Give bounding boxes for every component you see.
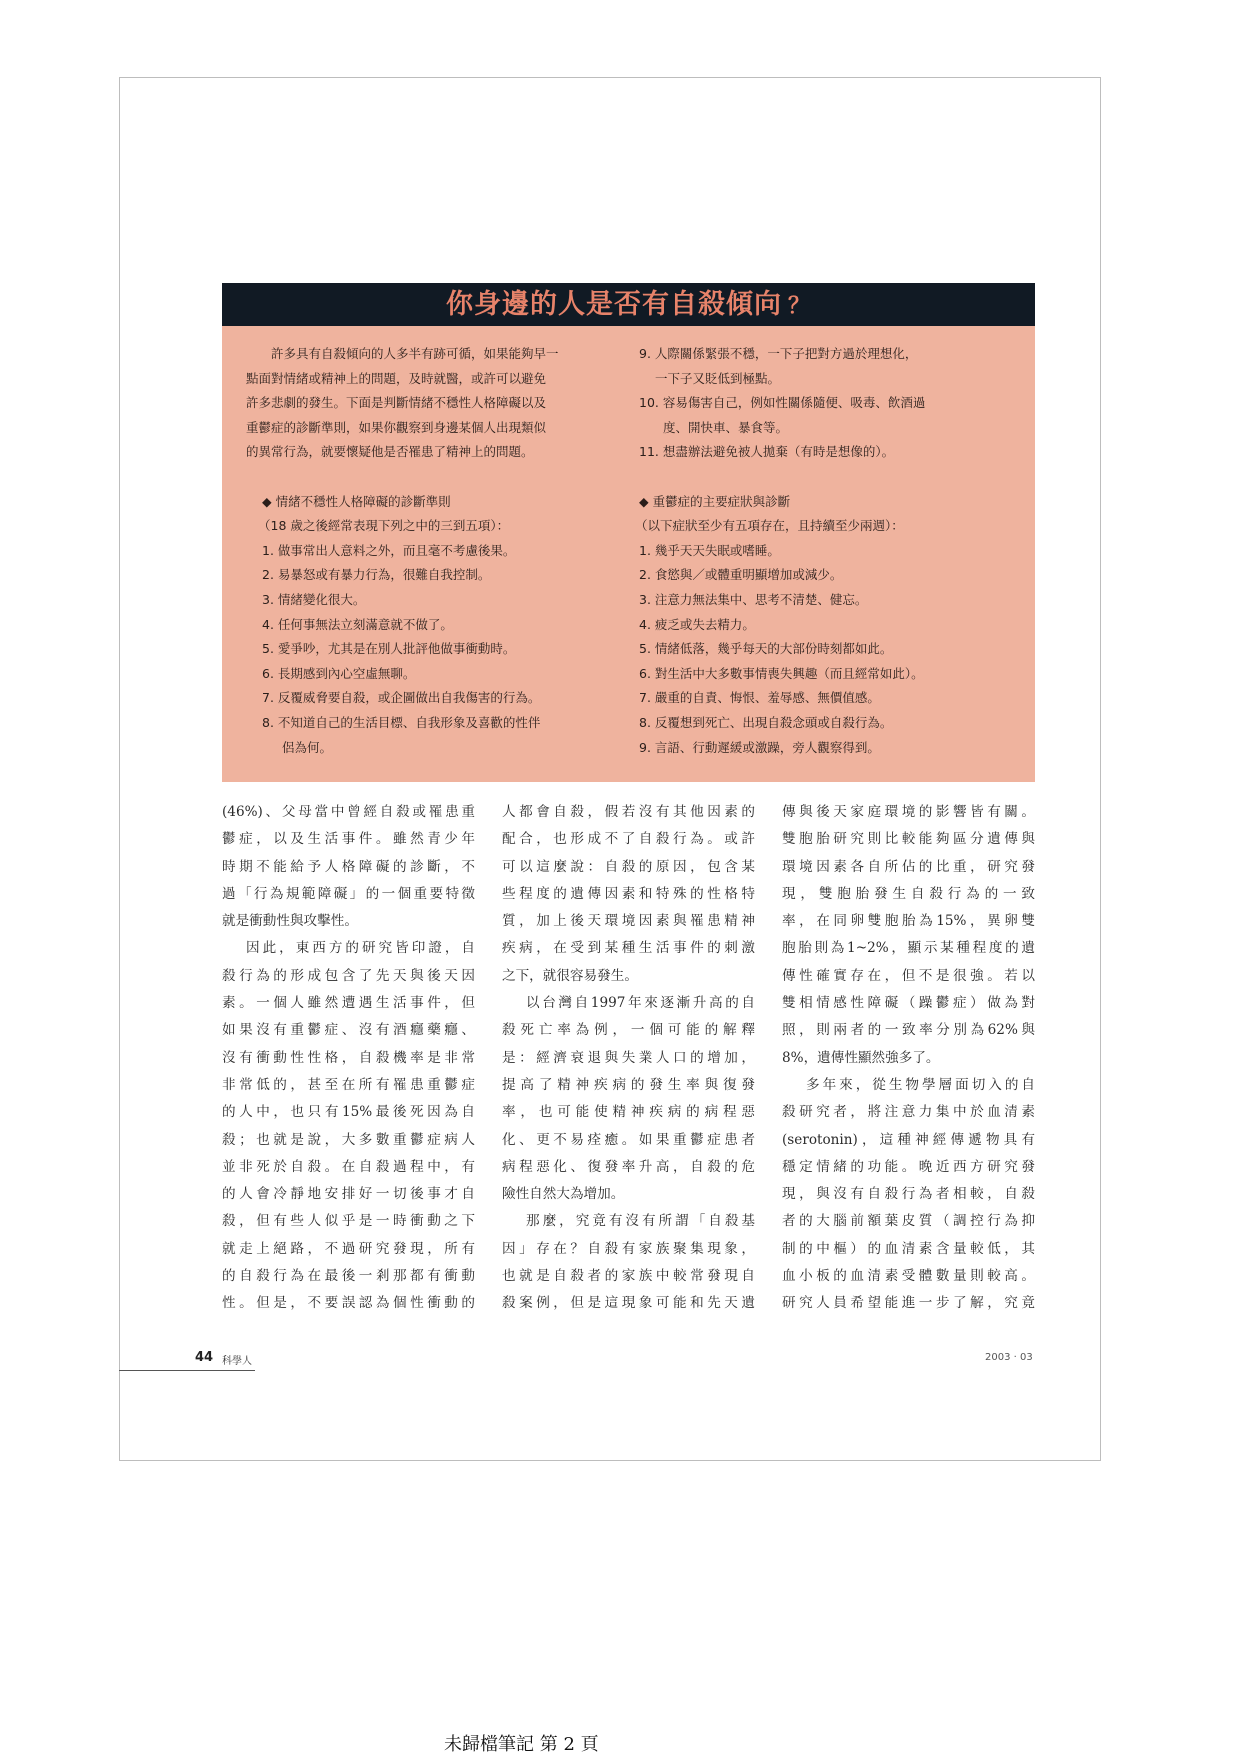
article-line: 提高了精神疾病的發生率與復發 [502,1076,755,1093]
intro-line: 許多具有自殺傾向的人多半有跡可循，如果能夠早一 [271,346,559,361]
section1-note: （18 歲之後經常表現下列之中的三到五項）： [258,518,510,534]
article-line: 人都會自殺，假若沒有其他因素的 [502,804,755,820]
symptom-item: 2. 食慾與／或體重明顯增加或減少。 [639,567,843,583]
article-line: 殺研究者，將注意力集中於血清素 [782,1104,1035,1121]
criteria-item: 10. 容易傷害自己，例如性關係隨便、吸毒、飲酒過 [639,395,926,411]
article-line: 以台灣自1997年來逐漸升高的自 [526,995,755,1012]
symptom-item: 6. 對生活中大多數事情喪失興趣（而且經常如此）。 [639,665,924,681]
article-line: 現，雙胞胎發生自殺行為的一致 [782,885,1035,902]
article-line: 雙胞胎研究則比較能夠區分遺傳與 [782,831,1035,848]
article-line: 環境因素各自所佔的比重，研究發 [782,858,1035,875]
criteria-item: 11. 想盡辦法避免被人拋棄（有時是想像的）。 [639,444,895,460]
criteria-item: 7. 反覆威脅要自殺，或企圖做出自我傷害的行為。 [262,690,541,706]
symptom-item: 9. 言語、行動遲緩或激躁，旁人觀察得到。 [639,739,880,755]
issue-date: 2003 · 03 [985,1352,1033,1363]
article-line: 可以這麼說：自殺的原因，包含某 [502,858,755,875]
intro-line: 的異常行為，就要懷疑他是否罹患了精神上的問題。 [246,444,534,460]
intro-line: 點面對情緒或精神上的問題，及時就醫，或許可以避免 [246,370,547,386]
section2-note: （以下症狀至少有五項存在，且持續至少兩週）： [635,518,904,534]
article-line: 因此，東西方的研究皆印證，自 [246,940,475,957]
page-number: 44 [195,1350,214,1365]
symptom-item: 5. 情緒低落，幾乎每天的大部份時刻都如此。 [639,641,893,657]
section1-heading: ◆ 情緒不穩性人格障礙的診斷準則 [262,493,451,509]
criteria-item: 1. 做事常出人意料之外，而且毫不考慮後果。 [262,542,516,558]
article-line: 險性自然大為增加。 [502,1186,625,1203]
section2-heading: ◆ 重鬱症的主要症狀與診斷 [639,493,791,509]
article-line: 多年來，從生物學層面切入的自 [806,1076,1035,1093]
article-line: 雙相情感性障礙（躁鬱症）做為對 [782,995,1035,1012]
article-line: 殺行為的形成包含了先天與後天因 [222,967,475,984]
criteria-item: 9. 人際關係緊張不穩，一下子把對方過於理想化， [639,346,918,361]
article-line: 傳與後天家庭環境的影響皆有關。 [782,804,1035,820]
article-line: 配合，也形成不了自殺行為。或許 [502,831,755,848]
symptom-item: 4. 疲乏或失去精力。 [639,616,755,632]
page-caption: 未歸檔筆記 第 2 頁 [444,1734,599,1755]
article-line: 胞胎則為1~2%，顯示某種程度的遺 [782,940,1035,957]
article-line: 非常低的，甚至在所有罹患重鬱症 [222,1076,475,1093]
footer-rule [119,1370,255,1371]
article-line: 的人中，也只有15%最後死因為自 [222,1104,475,1121]
article-line: 化、更不易痊癒。如果重鬱症患者 [502,1131,755,1148]
symptom-item: 8. 反覆想到死亡、出現自殺念頭或自殺行為。 [639,714,893,730]
article-line: 制的中樞）的血清素含量較低，其 [782,1240,1035,1257]
article-line: 率，在同卵雙胞胎為15%，異卵雙 [782,913,1035,930]
article-line: 殺，但有些人似乎是一時衝動之下 [222,1213,475,1230]
article-line: 鬱症，以及生活事件。雖然青少年 [222,831,475,848]
article-line: 些程度的遺傳因素和特殊的性格特 [502,885,755,902]
article-line: (serotonin)，這種神經傳遞物具有 [782,1131,1035,1148]
article-line: 照，則兩者的一致率分別為62%與 [782,1022,1035,1039]
article-line: 血小板的血清素受體數量則較高。 [782,1268,1035,1285]
criteria-item: 8. 不知道自己的生活目標、自我形象及喜歡的性伴 [262,714,541,730]
article-line: 研究人員希望能進一步了解，究竟 [782,1295,1035,1312]
article-line: 者的大腦前額葉皮質（調控行為抑 [782,1213,1035,1230]
article-line: 就是衝動性與攻擊性。 [222,913,358,930]
article-line: 現，與沒有自殺行為者相較，自殺 [782,1186,1035,1203]
article-line: 就走上絕路，不過研究發現，所有 [222,1240,475,1257]
article-line: 是：經濟衰退與失業人口的增加， [502,1049,755,1066]
article-line: 傳性確實存在，但不是很強。若以 [782,967,1035,984]
article-line: 率，也可能使精神疾病的病程惡 [502,1104,755,1121]
article-column-2 [502,799,755,1318]
article-line: 的自殺行為在最後一剎那都有衝動 [222,1268,475,1285]
article-line: 殺；也就是說，大多數重鬱症病人 [222,1131,475,1148]
article-line: 質，加上後天環境因素與罹患精神 [502,913,755,930]
article-line: 病程惡化、復發率升高，自殺的危 [502,1158,755,1175]
sidebar-box [222,283,1035,782]
article-column-3 [782,799,1035,1318]
article-line: 過「行為規範障礙」的一個重要特徵 [222,885,475,902]
article-line: 穩定情緒的功能。晚近西方研究發 [782,1158,1035,1175]
article-line: 殺案例，但是這現象可能和先天遺 [502,1295,755,1312]
article-line: (46%)、父母當中曾經自殺或罹患重 [222,804,475,820]
article-line: 那麼，究竟有沒有所謂「自殺基 [526,1213,755,1230]
criteria-item: 4. 任何事無法立刻滿意就不做了。 [262,616,453,632]
criteria-item: 3. 情緒變化很大。 [262,591,366,607]
symptom-item: 1. 幾乎天天失眠或嗜睡。 [639,542,780,558]
box-title: 你身邊的人是否有自殺傾向 ？ [222,283,1035,326]
criteria-item: 侶為何。 [282,739,333,755]
article-line: 素。一個人雖然遭遇生活事件，但 [222,995,475,1012]
article-column-1 [222,799,475,1318]
criteria-item: 5. 愛爭吵，尤其是在別人批評他做事衝動時。 [262,641,516,657]
article-line: 的人會冷靜地安排好一切後事才自 [222,1186,475,1203]
criteria-item: 度、開快車、暴食等。 [663,419,789,435]
article-line: 因」存在？自殺有家族聚集現象， [502,1240,755,1257]
criteria-item: 一下子又貶低到極點。 [655,370,781,386]
symptom-item: 7. 嚴重的自責、悔恨、羞辱感、無價值感。 [639,690,880,706]
article-line: 如果沒有重鬱症、沒有酒癮藥癮、 [222,1022,475,1039]
intro-line: 許多悲劇的發生。下面是判斷情緒不穩性人格障礙以及 [246,395,547,411]
article-line: 性。但是，不要誤認為個性衝動的 [222,1295,475,1312]
article-line: 並非死於自殺。在自殺過程中，有 [222,1158,475,1175]
criteria-item: 6. 長期感到內心空虛無聊。 [262,665,416,681]
article-line: 疾病，在受到某種生活事件的刺激 [502,940,755,957]
article-line: 8%，遺傳性顯然強多了。 [782,1049,940,1066]
criteria-item: 2. 易暴怒或有暴力行為，很難自我控制。 [262,567,491,583]
magazine-name: 科學人 [222,1356,252,1367]
box-left-column [246,342,616,760]
symptom-item: 3. 注意力無法集中、思考不清楚、健忘。 [639,591,868,607]
article-line: 殺死亡率為例，一個可能的解釋 [502,1022,755,1039]
article-line: 時期不能給予人格障礙的診斷，不 [222,858,475,875]
article-line: 沒有衝動性性格，自殺機率是非常 [222,1049,475,1066]
intro-line: 重鬱症的診斷準則，如果你觀察到身邊某個人出現類似 [246,419,547,435]
box-right-column [635,342,1015,760]
article-line: 也就是自殺者的家族中較常發現自 [502,1268,755,1285]
article-line: 之下，就很容易發生。 [502,967,638,984]
